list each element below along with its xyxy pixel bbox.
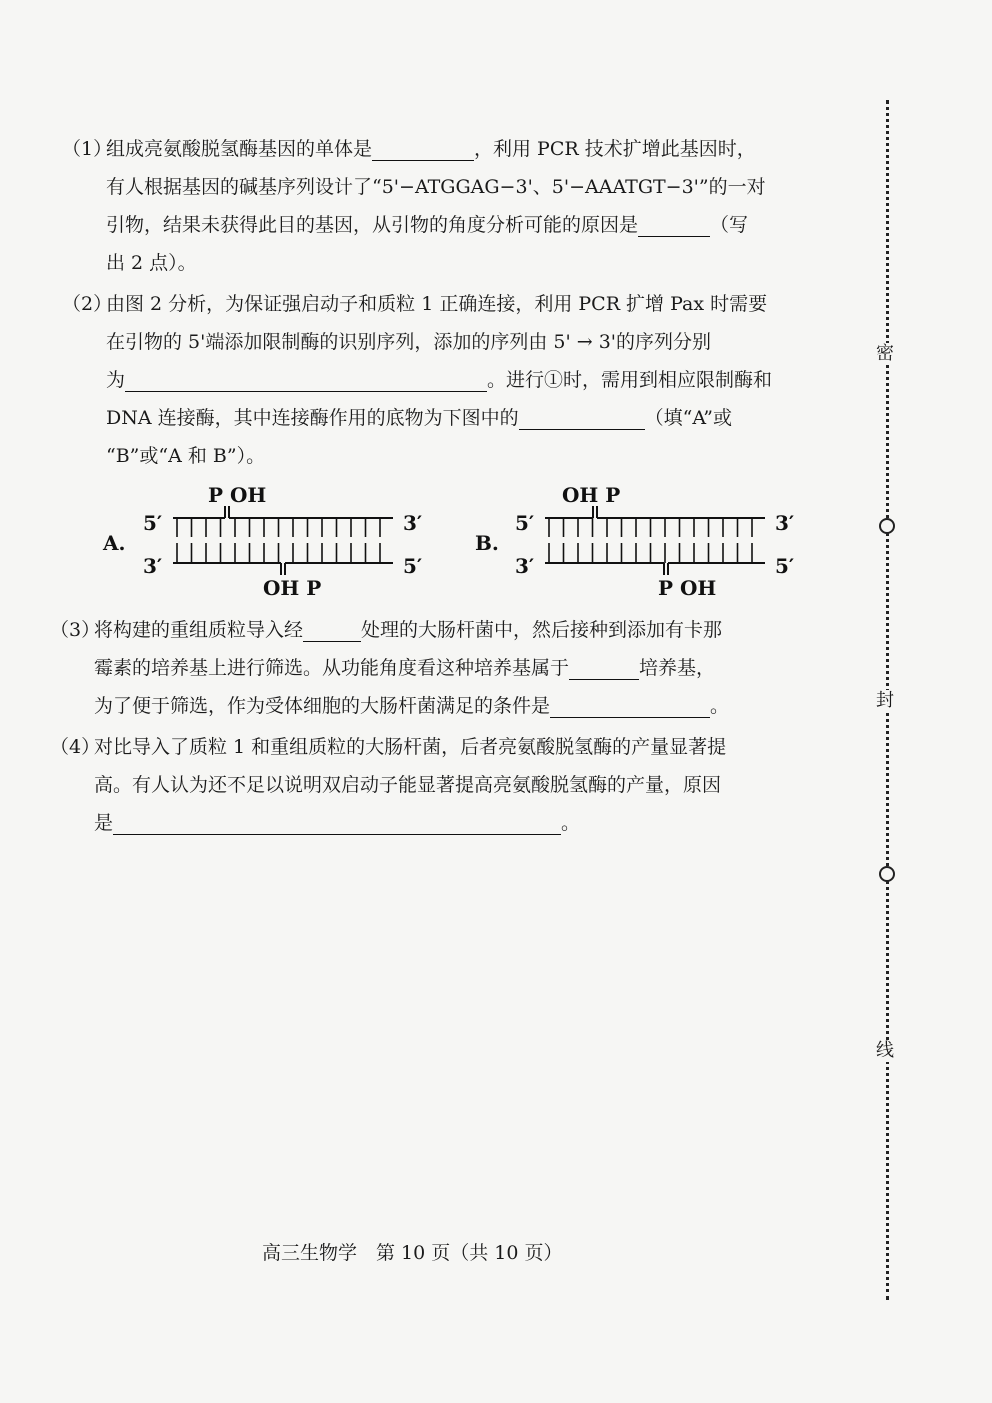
q2-line-1: 由图 2 分析，为保证强启动子和质粒 1 正确连接，利用 PCR 扩增 Pax 时需要 <box>106 293 768 315</box>
strand-end-label: 5′ <box>775 554 795 578</box>
binding-circle-1 <box>879 518 895 534</box>
q2-blank-1[interactable] <box>125 367 487 392</box>
q2-line-3 <box>106 361 772 399</box>
question-2-number: （2） <box>62 293 113 315</box>
binding-line <box>876 100 894 1300</box>
q4-line-1: 对比导入了质粒 1 和重组质粒的大肠杆菌，后者亮氨酸脱氢酶的产量显著提 <box>94 736 727 758</box>
q1-line-4: 出 2 点）。 <box>106 252 197 274</box>
q2-line-4 <box>106 399 732 437</box>
strand-end-label: 3′ <box>515 554 535 578</box>
q3-text-2b: 培养基， <box>639 657 716 679</box>
q3-blank-3[interactable] <box>550 693 710 718</box>
q3-text-1b: 处理的大肠杆菌中，然后接种到添加有卡那 <box>361 619 723 641</box>
q3-text-2a: 霉素的培养基上进行筛选。从功能角度看这种培养基属于 <box>94 657 570 679</box>
end-group-label: OH P <box>263 576 322 600</box>
q1-blank-2[interactable] <box>638 212 710 237</box>
q4-line-3 <box>94 804 580 842</box>
binding-char-xian: 线 <box>876 1040 894 1061</box>
q1-text-1a: 组成亮氨酸脱氢酶基因的单体是 <box>106 138 373 160</box>
strand-end-label: 3′ <box>403 511 423 535</box>
q2-line-2: 在引物的 5'端添加限制酶的识别序列，添加的序列由 5' → 3'的序列分别 <box>106 331 712 353</box>
q3-line-3 <box>94 687 729 725</box>
q1-text-1b: ，利用 PCR 技术扩增此基因时， <box>474 138 756 160</box>
q1-blank-1[interactable] <box>372 136 474 161</box>
diagram-label: A. <box>103 531 126 555</box>
q2-text-3b: 。进行①时，需用到相应限制酶和 <box>487 369 773 391</box>
strand-end-label: 5′ <box>143 511 163 535</box>
q3-blank-2[interactable] <box>569 655 639 680</box>
q1-line-3 <box>106 206 748 244</box>
q3-text-1a: 将构建的重组质粒导入经 <box>94 619 304 641</box>
strand-end-label: 5′ <box>515 511 535 535</box>
q4-text-3b: 。 <box>561 812 581 834</box>
diagram-label: B. <box>475 531 499 555</box>
end-group-label: OH P <box>562 483 621 507</box>
q1-text-3a: 引物，结果未获得此目的基因，从引物的角度分析可能的原因是 <box>106 214 639 236</box>
page-footer: 高三生物学 第 10 页（共 10 页） <box>262 1242 563 1264</box>
end-group-label: P OH <box>658 576 717 600</box>
strand-end-label: 3′ <box>143 554 163 578</box>
q3-text-3b: 。 <box>710 695 730 717</box>
q2-line-5: “B”或“A 和 B”）。 <box>106 445 266 467</box>
q3-line-2 <box>94 649 715 687</box>
question-3-number: （3） <box>50 619 101 641</box>
binding-char-feng: 封 <box>876 690 894 711</box>
q1-line-2: 有人根据基因的碱基序列设计了“5'−ATGGAG−3'、5'−AAATGT−3'”的一对 <box>106 176 766 198</box>
binding-char-mi: 密 <box>876 343 894 364</box>
diagram-a <box>102 483 422 600</box>
q4-line-2: 高。有人认为还不足以说明双启动子能显著提高亮氨酸脱氢酶的产量，原因 <box>94 774 722 796</box>
q3-text-3a: 为了便于筛选，作为受体细胞的大肠杆菌满足的条件是 <box>94 695 551 717</box>
question-4-number: （4） <box>50 736 101 758</box>
q2-text-4a: DNA 连接酶，其中连接酶作用的底物为下图中的 <box>106 407 519 429</box>
q2-blank-2[interactable] <box>519 405 645 430</box>
q3-line-1 <box>94 611 722 649</box>
strand-end-label: 3′ <box>775 511 795 535</box>
q2-text-3a: 为 <box>106 369 126 391</box>
binding-circle-2 <box>879 866 895 882</box>
question-1-number: （1） <box>62 138 113 160</box>
end-group-label: P OH <box>208 483 267 507</box>
q4-text-3a: 是 <box>94 812 114 834</box>
q1-text-3b: （写 <box>710 214 749 236</box>
dna-ends-diagram <box>95 480 815 605</box>
q1-line-1 <box>106 130 756 168</box>
q3-blank-1[interactable] <box>303 617 361 642</box>
q4-blank-1[interactable] <box>113 810 561 835</box>
strand-end-label: 5′ <box>403 554 423 578</box>
diagram-b <box>475 483 794 600</box>
q2-text-4b: （填“A”或 <box>644 407 732 429</box>
